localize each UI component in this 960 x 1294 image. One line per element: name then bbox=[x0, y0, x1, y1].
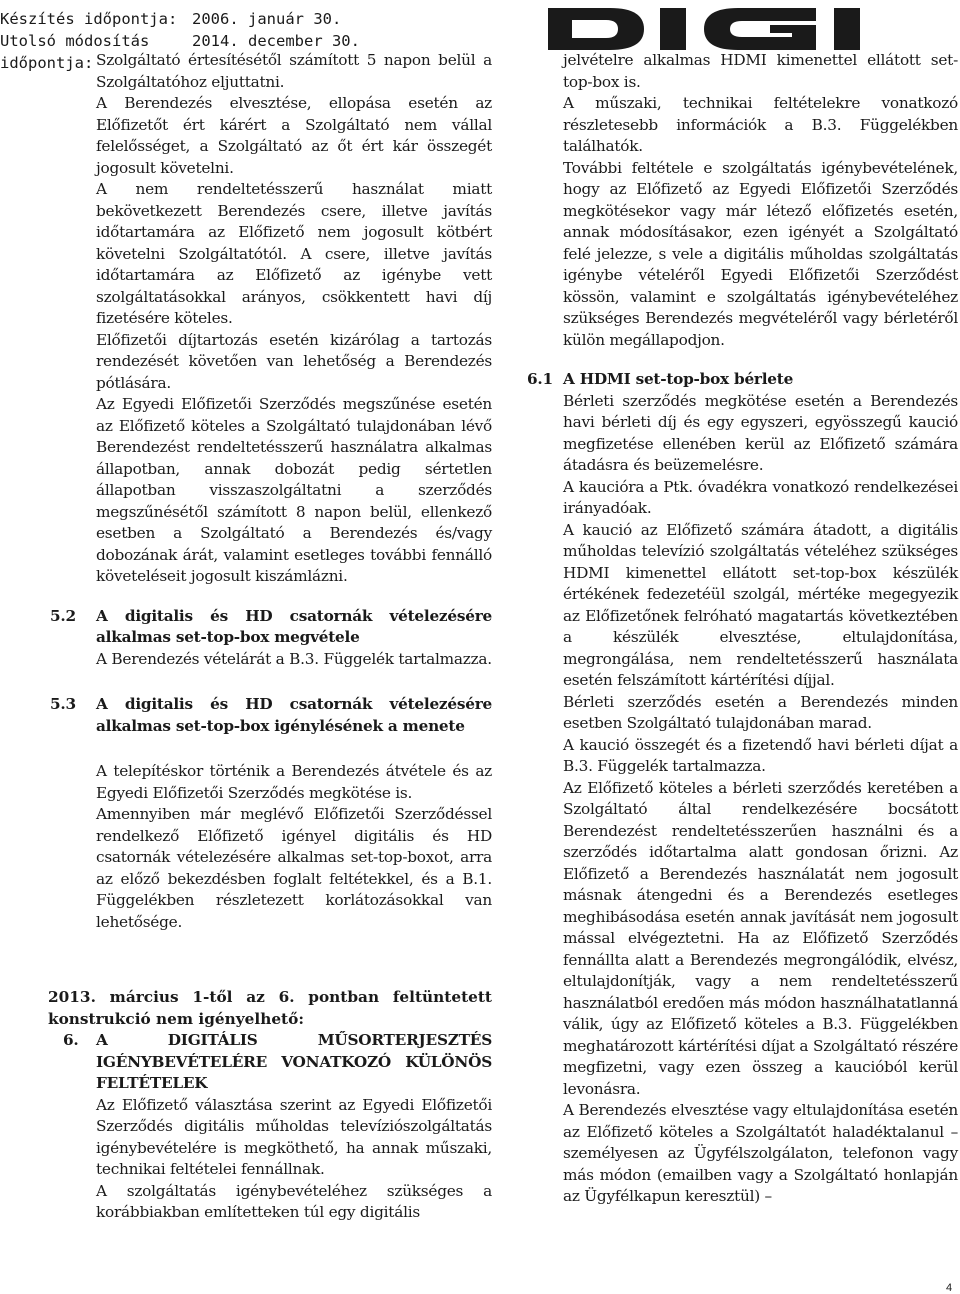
section-6-1-text-4: Bérleti szerződés esetén a Berendezés minden esetben Szolgáltató tulajdonában marad. bbox=[563, 692, 958, 732]
right-paragraph-1: jelvételre alkalmas HDMI kimenettel ellátott set-top-box is. bbox=[563, 51, 958, 91]
section-6-number: 6. bbox=[63, 1031, 79, 1049]
digi-logo bbox=[548, 6, 938, 52]
section-5-3-title: A digitalis és HD csatornák vételezésére alkalmas set-top-box igénylésének a menete bbox=[96, 695, 492, 735]
section-6-title: A DIGITÁLIS MŰSORTERJESZTÉS IGÉNYBEVÉTELÉRE VONATKOZÓ KÜLÖNÖS FELTÉTELEK bbox=[96, 1031, 492, 1092]
section-6-1-heading bbox=[527, 369, 958, 391]
section-6-1-text-5: A kaució összegét és a fizetendő havi bérleti díjat a B.3. Függelék tartalmazza. bbox=[563, 735, 958, 775]
section-5-3-text-1: A telepítéskor történik a Berendezés átvétele és az Egyedi Előfizetői Szerződés megkötése is. bbox=[96, 762, 492, 802]
modified-value: 2014. december 30. bbox=[192, 32, 360, 50]
section-6-1-text-2: A kaucióra a Ptk. óvadékra vonatkozó rendelkezései irányadóak. bbox=[563, 477, 958, 517]
section-6-block bbox=[63, 1030, 492, 1224]
availability-note: 2013. március 1-től az 6. pontban feltüntetett konstrukció nem igényelhető: bbox=[48, 988, 492, 1028]
section-6-text-1: Az Előfizető választása szerint az Egyedi Előfizetői Szerződés digitális műholdas televíziószolgáltatás igénybevételére is megköthető, ha annak műszaki, technikai feltételei fennállnak. bbox=[96, 1095, 492, 1178]
section-5-2-heading bbox=[50, 606, 492, 649]
section-5-3-heading bbox=[50, 694, 492, 737]
created-row bbox=[0, 8, 470, 30]
page-number: 4 bbox=[946, 1282, 953, 1294]
section-5-2-number: 5.2 bbox=[50, 606, 76, 625]
left-paragraph-4: Előfizetői díjtartozás esetén kizárólag a tartozás rendezését követően van lehetőség a Berendezés pótlására. bbox=[96, 330, 492, 392]
left-paragraph-3: A nem rendeltetésszerű használat miatt bekövetkezett Berendezés csere, illetve javítás időtartamára az Előfizető nem jogosult kötbért követelni Szolgáltatótól. A csere, illetve javítás időtartamára az Előfizető az igénybe vett szolgáltatásokkal arányos, csökkentett havi díj fizetésére köteles. bbox=[96, 180, 492, 327]
created-label: Készítés időpontja: bbox=[0, 10, 178, 28]
section-5-3-number: 5.3 bbox=[50, 695, 76, 713]
section-5-3-text-2: Amennyiben már meglévő Előfizetői Szerződéssel rendelkező Előfizető igényel digitális és HD csatornák vételezésére alkalmas set-top-boxot, arra az előző bekezdésben foglalt feltétekkel, és a B.1. Függelékben részletezett korlátozásokkal van lehetősége. bbox=[96, 805, 492, 931]
created-value: 2006. január 30. bbox=[192, 10, 342, 28]
left-paragraph-5: Az Egyedi Előfizetői Szerződés megszűnése esetén az Előfizető köteles a Szolgáltató tulajdonában lévő Berendezést rendeltetésszerű használatra alkalmas állapotban, annak dobozát pedig sértetlen állapotban visszaszolgáltatni a szerződés megszűnésétől számított 8 napon belül, ellenkező esetben a Szolgáltató a Berendezés és/vagy dobozának árát, valamint esetleges további fennálló követeléseit jogosult kiszámlázni. bbox=[96, 395, 492, 585]
section-6-1-text-1: Bérleti szerződés megkötése esetén a Berendezés havi bérleti díj és egy egyszeri, egyösszegű kaució megfizetése ellenében kerül az Előfizető számára átadásra és beüzemelésre. bbox=[563, 391, 958, 474]
section-6-text-2: A szolgáltatás igénybevételéhez szükséges a korábbiakban említetteken túl egy digitális bbox=[96, 1181, 492, 1221]
modified-label: Utolsó módosítás időpontja: bbox=[0, 32, 150, 72]
left-paragraph-1: Szolgáltató értesítésétől számított 5 napon belül a Szolgáltatóhoz eljuttatni. bbox=[96, 51, 492, 91]
right-column bbox=[527, 50, 958, 1208]
section-6-1-number: 6.1 bbox=[527, 370, 553, 388]
section-6-heading bbox=[63, 1030, 492, 1095]
section-6-1-title: A HDMI set-top-box bérlete bbox=[563, 370, 794, 388]
right-paragraph-3: További feltétele e szolgáltatás igénybevételének, hogy az Előfizető az Egyedi Előfizetői Szerződés megkötésekor vagy már létező előfizetés esetén, annak módosításakor, ezen igényét a Szolgáltató felé jelezze, s vele a digitális műholdas szolgáltatás igénybe vételéről Egyedi Előfizetői Szerződést kössön, valamint e szolgáltatás igénybevételéhez szükséges Berendezés megvételéről vagy bérletéről külön megállapodjon. bbox=[563, 158, 958, 349]
section-5-2-text: A Berendezés vételárát a B.3. Függelék tartalmazza. bbox=[96, 649, 492, 668]
section-6-1-text-6: Az Előfizető köteles a bérleti szerződés keretében a Szolgáltató által rendelkezésére bocsátott Berendezést rendeltetésszerűen használni és a szerződés időtartalma alatt gondosan őrizni. Az Előfizető a Berendezés használatát nem jogosult másnak átengedni és a Berendezés esetleges meghibásodása esetén annak javítását nem jogosult mással elvégeztetni. Ha az Előfizető Szerződés fennállta alatt a Berendezés megrongálódik, elvész, eltulajdonítják, vagy a nem rendeltetésszerű használatból eredően más módon használhatatlanná válik, úgy az Előfizető köteles a B.3. Függelékben meghatározott kártérítési díjat a Szolgáltató részére megfizetni, vagy ezen összeg a kaucióból kerül levonásra. bbox=[563, 778, 958, 1098]
left-paragraph-2: A Berendezés elvesztése, ellopása esetén az Előfizetőt ért kárért a Szolgáltató nem vállal felelősséget, a Szolgáltató az őt ért kár összegét jogosult követelni. bbox=[96, 94, 492, 177]
right-paragraph-2: A műszaki, technikai feltételekre vonatkozó részletesebb információk a B.3. Függelékben találhatók. bbox=[563, 94, 958, 155]
section-6-1-text-7: A Berendezés elvesztése vagy eltulajdonítása esetén az Előfizető köteles a Szolgáltatót haladéktalanul – személyesen az Ügyfélszolgálaton, telefonon vagy más módon (emailben vagy a Szolgáltató honlapján az Ügyfélkapun keresztül) – bbox=[563, 1101, 958, 1205]
section-6-1-text-3: A kaució az Előfizető számára átadott, a digitális műholdas televízió szolgáltatás vételéhez szükséges HDMI kimenettel ellátott set-top-box készülék értékének fedezetéül szolgál, mértéke megegyezik az Előfizetőnek felróható magatartás következtében a készülék elvesztése, eltulajdonítása, megrongálása, nem rendeltetésszerű használata esetén felszámított kártérítési díjjal. bbox=[563, 520, 958, 689]
left-column bbox=[50, 50, 492, 933]
digi-logo-graphic bbox=[548, 6, 938, 52]
section-5-2-title: A digitalis és HD csatornák vételezésére alkalmas set-top-box megvétele bbox=[96, 606, 492, 646]
